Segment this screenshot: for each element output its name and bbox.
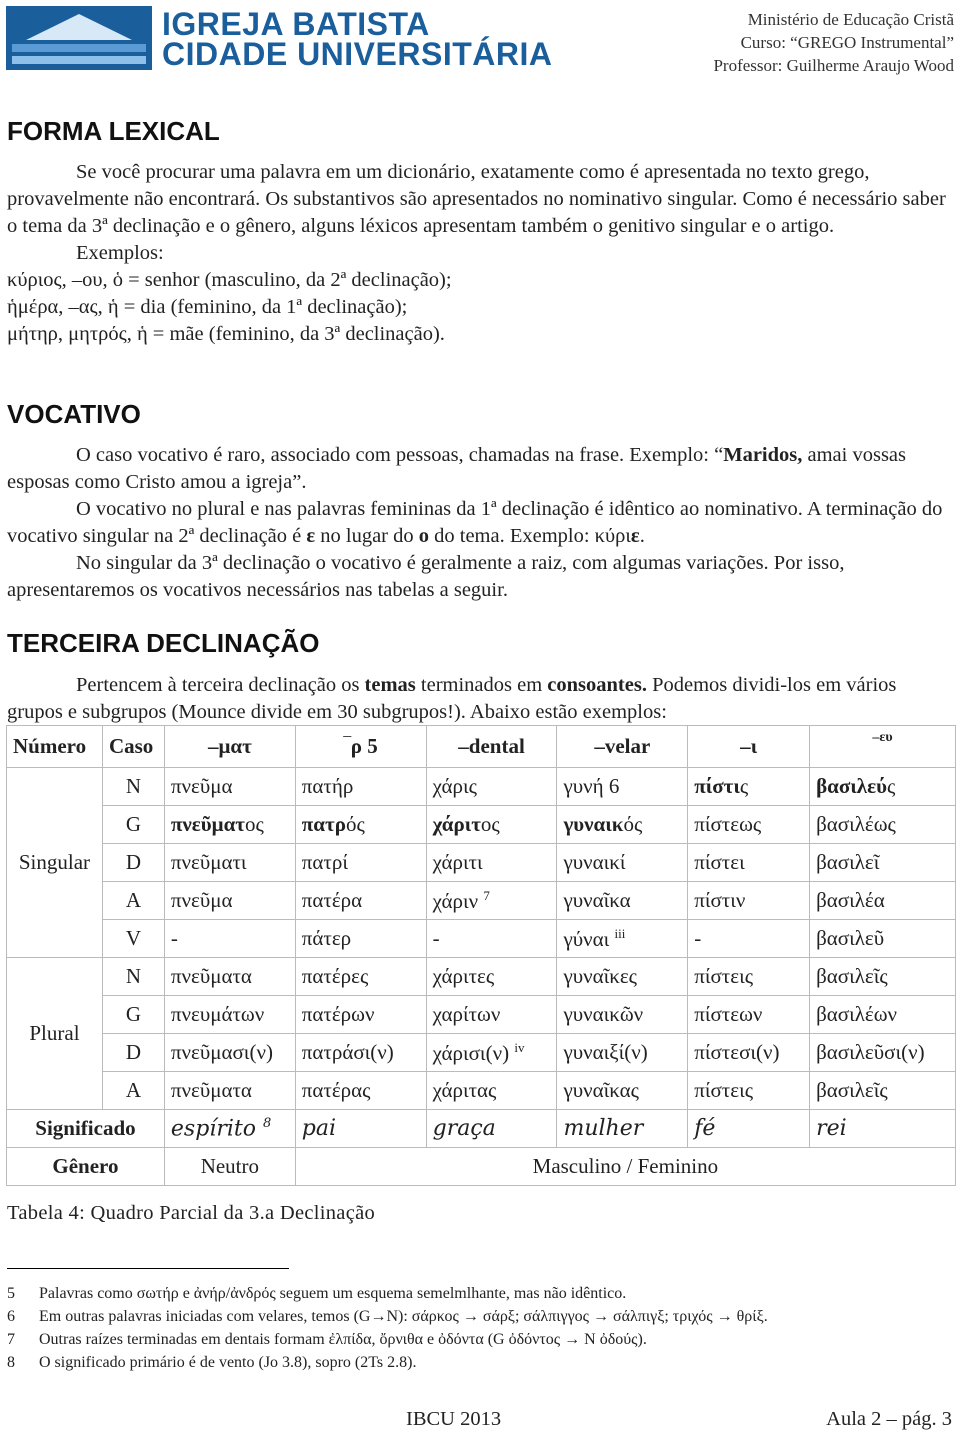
table-cell: γυναῖκας (557, 1072, 688, 1110)
text-run: O vocativo no plural e nas palavras femininas da 1ª declinação é idêntico ao nominativo. A terminação do vocativo singular na 2ª declinação é (7, 498, 943, 547)
footnote-item (7, 1351, 952, 1374)
course-text: Curso: “GREGO Instrumental” (740, 33, 954, 52)
vocativo-paragraph-3: No singular da 3ª declinação o vocativo é geralmente a raiz, com algumas variações. Por isso, apresentaremos os vocativos necessários nas tabelas a seguir. (7, 552, 845, 601)
ending: ος (480, 812, 500, 836)
table-cell: γυνή 6 (557, 768, 688, 806)
table-cell: γυναικῶν (557, 996, 688, 1034)
terceira-paragraph (7, 672, 947, 726)
page-header (6, 6, 954, 75)
table-cell: πίστεως (688, 806, 810, 844)
header-rho: ‾ρ 5 (295, 726, 426, 768)
meaning-cell: graça (426, 1110, 557, 1148)
table-row (7, 844, 956, 882)
logo-mark-icon (6, 6, 152, 70)
table-cell: βασιλέων (810, 996, 956, 1034)
footnote-text: Palavras como σωτήρ e ἀνήρ/ἀνδρός seguem um esquema semelmlhante, mas não idêntico. (39, 1285, 627, 1302)
table-cell: βασιλεῦ (810, 920, 956, 958)
text-bold: temas (364, 674, 416, 696)
footnote-item (7, 1305, 952, 1328)
terceira-body (7, 672, 947, 726)
text-bold: Maridos, (723, 444, 803, 466)
footnote-number: 6 (7, 1308, 15, 1325)
text-bold: consoantes. (547, 674, 647, 696)
table-cell: γυναῖκα (557, 882, 688, 920)
table-cell: πατέρα (295, 882, 426, 920)
footnote-item (7, 1328, 952, 1351)
table-cell: χάριτι (426, 844, 557, 882)
table-row (7, 1072, 956, 1110)
table-cell: πίστιν (688, 882, 810, 920)
text-bold: ε (306, 525, 316, 547)
text-run: terminados em (415, 674, 548, 696)
table-cell (426, 1034, 557, 1072)
case-cell: A (102, 1072, 164, 1110)
table-row (7, 920, 956, 958)
cell-text: χάρισι(ν) (432, 1040, 510, 1065)
table-cell: γυναῖκες (557, 958, 688, 996)
case-cell: G (102, 806, 164, 844)
table-cell (426, 882, 557, 920)
ending: ς (739, 774, 749, 798)
genero-neutro: Neutro (164, 1148, 295, 1186)
text-run: . (639, 525, 645, 547)
table-cell: πίστεων (688, 996, 810, 1034)
table-cell: χάριτες (426, 958, 557, 996)
table-cell: χαρίτων (426, 996, 557, 1034)
ending: ος (244, 812, 264, 836)
forma-lexical-heading: FORMA LEXICAL (7, 116, 220, 146)
example-kyrios: κύριος, –ου, ὁ = senhor (masculino, da 2ª declinação); (7, 269, 452, 291)
table-cell: γυναιξί(ν) (557, 1034, 688, 1072)
case-cell: N (102, 958, 164, 996)
table-header-row (7, 726, 956, 768)
table-row (7, 996, 956, 1034)
table-cell: πνεῦματι (164, 844, 295, 882)
text-run: Pertencem à terceira declinação os (76, 674, 365, 696)
table-cell: πατράσι(ν) (295, 1034, 426, 1072)
plural-label: Plural (7, 958, 103, 1110)
table-cell: πίστεις (688, 958, 810, 996)
stem-bold: πνεῦματ (170, 812, 245, 836)
significado-label: Significado (7, 1110, 165, 1148)
table-row (7, 958, 956, 996)
table-cell (557, 806, 688, 844)
footnote-ref: iii (614, 925, 626, 941)
table-cell (810, 768, 956, 806)
footnote-ref: iv (514, 1039, 525, 1055)
table-cell: πατέρες (295, 958, 426, 996)
table-cell: γυναικί (557, 844, 688, 882)
stem-bold: χάριτ (432, 812, 481, 836)
meaning-cell: rei (810, 1110, 956, 1148)
table-cell: βασιλέως (810, 806, 956, 844)
vocativo-paragraph-1 (7, 442, 947, 496)
table-cell (295, 806, 426, 844)
terceira-heading: TERCEIRA DECLINAÇÃO (7, 628, 320, 658)
footnote-ref: 7 (483, 887, 490, 903)
table-cell: - (426, 920, 557, 958)
text-run: no lugar do (315, 525, 419, 547)
text-run: do tema. Exemplo: κύρι (429, 525, 631, 547)
example-meter: μήτηρ, μητρός, ἡ = mãe (feminino, da 3ª declinação). (7, 323, 445, 345)
footnote-ref: 8 (262, 1115, 272, 1131)
table-cell: πνευμάτων (164, 996, 295, 1034)
table-cell: πνεῦμασι(ν) (164, 1034, 295, 1072)
table-row (7, 806, 956, 844)
forma-lexical-paragraph: Se você procurar uma palavra em um dicionário, exatamente como é apresentada no texto grego, provavelmente não encontrará. Os substantivos são apresentados no nominativo singular. Como é necessário saber o tema da 3ª declinação e o gênero, alguns léxicos apresentam também o genitivo singular e o artigo. (7, 161, 946, 237)
case-cell: D (102, 844, 164, 882)
table-cell (688, 768, 810, 806)
case-cell: N (102, 768, 164, 806)
logo-line1: IGREJA BATISTA (162, 6, 430, 42)
table-cell: βασιλέα (810, 882, 956, 920)
case-cell: A (102, 882, 164, 920)
table-cell: πατέρων (295, 996, 426, 1034)
ending: ός (623, 812, 643, 836)
footnote-text: O significado primário é de vento (Jo 3.8), sopro (2Ts 2.8). (39, 1354, 417, 1371)
text-run: Podemos dividi-los em vários grupos e subgrupos (Mounce divide em 30 subgrupos!). Abaixo estão exemplos: (7, 674, 897, 723)
table-cell (557, 920, 688, 958)
table-cell: βασιλεῖς (810, 958, 956, 996)
case-cell: D (102, 1034, 164, 1072)
table-cell: πατήρ (295, 768, 426, 806)
table-cell (164, 806, 295, 844)
footnote-text: Outras raízes terminadas em dentais formam ἐλπίδα, ὄρνιθα e ὀδόντα (G ὀδόντος → N ὀδούς). (39, 1331, 647, 1348)
genero-row (7, 1148, 956, 1186)
footer-left: IBCU 2013 (406, 1408, 502, 1430)
vocativo-body (7, 442, 947, 604)
genero-mf: Masculino / Feminino (295, 1148, 955, 1186)
header-numero: Número (7, 726, 103, 768)
header-caso: Caso (102, 726, 164, 768)
table-caption: Tabela 4: Quadro Parcial da 3.a Declinação (7, 1202, 376, 1224)
header-info (713, 8, 954, 77)
table-cell (426, 806, 557, 844)
professor-text: Professor: Guilherme Araujo Wood (713, 56, 954, 75)
table-cell: χάρις (426, 768, 557, 806)
stem-bold: βασιλεύ (816, 774, 887, 798)
footnote-number: 8 (7, 1354, 15, 1371)
table-cell: πνεῦμα (164, 882, 295, 920)
footnotes (7, 1282, 952, 1374)
table-cell: - (164, 920, 295, 958)
meaning-cell (164, 1110, 295, 1148)
table-cell: πνεῦματα (164, 1072, 295, 1110)
text-run: amai vossas esposas como Cristo amou a igreja”. (7, 444, 907, 493)
header-eu: –ευ (810, 726, 956, 768)
table-row (7, 882, 956, 920)
meaning-cell: pai (295, 1110, 426, 1148)
table-row (7, 1034, 956, 1072)
text-bold: ο (418, 525, 430, 547)
table-cell: βασιλεῦσι(ν) (810, 1034, 956, 1072)
ministry-text: Ministério de Educação Cristã (747, 10, 954, 29)
forma-lexical-body (7, 159, 947, 348)
table-cell: βασιλεῖ (810, 844, 956, 882)
table-cell: χάριτας (426, 1072, 557, 1110)
vocativo-paragraph-2 (7, 496, 947, 550)
table-cell: - (688, 920, 810, 958)
meaning-cell: fé (688, 1110, 810, 1148)
table-cell: πίστεις (688, 1072, 810, 1110)
text-run: O caso vocativo é raro, associado com pessoas, chamadas na frase. Exemplo: “ (76, 444, 724, 466)
footnote-number: 7 (7, 1331, 15, 1348)
singular-label: Singular (7, 768, 103, 958)
table-row (7, 768, 956, 806)
table-cell: πνεῦματα (164, 958, 295, 996)
table-cell: βασιλεῖς (810, 1072, 956, 1110)
table-cell: πάτερ (295, 920, 426, 958)
stem-bold: πίστι (694, 774, 740, 798)
exemplos-label: Exemplos: (76, 242, 164, 264)
case-cell: V (102, 920, 164, 958)
significado-row (7, 1110, 956, 1148)
header-mat: –ματ (164, 726, 295, 768)
genero-label: Gênero (7, 1148, 165, 1186)
cell-text: γύναι (563, 926, 610, 951)
table-cell: πατρί (295, 844, 426, 882)
page-number: Aula 2 – pág. 3 (826, 1408, 952, 1430)
header-iota: –ι (688, 726, 810, 768)
footnote-divider (7, 1268, 289, 1269)
case-cell: G (102, 996, 164, 1034)
stem-bold: γυναικ (563, 812, 624, 836)
ending: ς (886, 774, 896, 798)
table-cell: πατέρας (295, 1072, 426, 1110)
cell-text: χάριν (432, 888, 479, 913)
footnote-number: 5 (7, 1285, 15, 1302)
stem-bold: πατρ (301, 812, 346, 836)
text-bold: ε (630, 525, 640, 547)
declension-table (6, 725, 956, 1186)
table-cell: πίστει (688, 844, 810, 882)
header-velar: –velar (557, 726, 688, 768)
ending: ός (345, 812, 365, 836)
table-cell: πνεῦμα (164, 768, 295, 806)
vocativo-heading: VOCATIVO (7, 399, 141, 429)
logo-line2: CIDADE UNIVERSITÁRIA (162, 36, 553, 72)
header-dental: –dental (426, 726, 557, 768)
footnote-text: Em outras palavras iniciadas com velares, temos (G→N): σάρκος → σάρξ; σάλπιγγος → σάλπιγξ; τριχός → θρίξ. (39, 1308, 768, 1325)
table-cell: πίστεσι(ν) (688, 1034, 810, 1072)
footnote-item (7, 1282, 952, 1305)
meaning-text: espírito (170, 1116, 256, 1142)
example-hemera: ἡμέρα, –ας, ἡ = dia (feminino, da 1ª declinação); (7, 296, 408, 318)
meaning-cell: mulher (557, 1110, 688, 1148)
